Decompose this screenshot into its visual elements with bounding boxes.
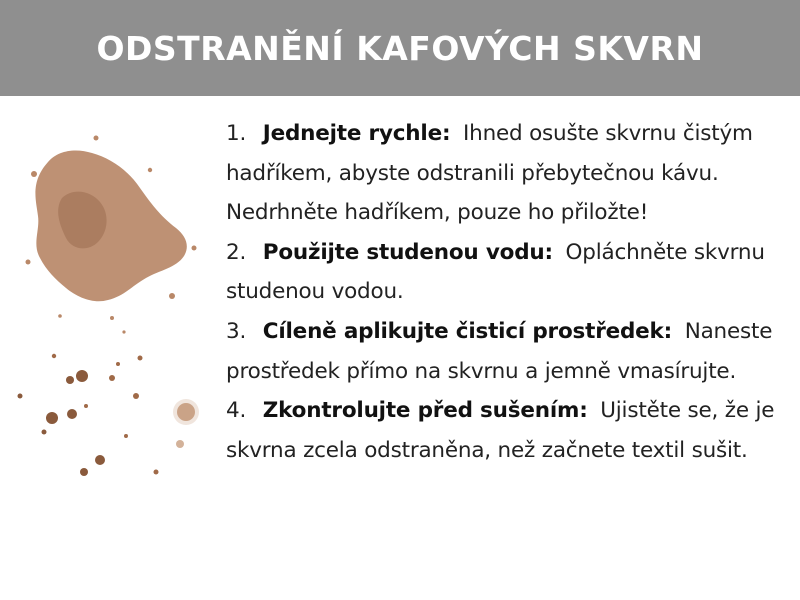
step-heading: Jednejte rychle: xyxy=(262,121,451,146)
coffee-stain-large xyxy=(26,136,197,334)
step-3 xyxy=(226,312,786,391)
coffee-droplets xyxy=(18,354,200,476)
step-text: Opláchněte skvrnu studenou vodou. xyxy=(226,239,765,305)
step-text: Naneste prostředek přímo na skvrnu a jemně vmasírujte. xyxy=(226,318,773,384)
step-text: Ujistěte se, že je skvrna zcela odstraněna, než začnete textil sušit. xyxy=(226,398,775,463)
step-number: 1. xyxy=(226,121,247,146)
step-1 xyxy=(226,114,786,233)
step-4 xyxy=(226,391,786,470)
step-number: 2. xyxy=(226,239,247,265)
step-heading: Zkontrolujte před sušením: xyxy=(262,398,588,424)
page-title: ODSTRANĚNÍ KAFOVÝCH SKVRN xyxy=(96,28,704,68)
instruction-list xyxy=(226,114,786,470)
title-banner xyxy=(0,0,800,96)
step-number: 3. xyxy=(226,318,247,344)
step-text: Ihned osušte skvrnu čistým hadříkem, abyste odstranili přebytečnou kávu. Nedrhněte hadříkem, pouze ho přiložte! xyxy=(226,121,753,226)
coffee-stain-illustration xyxy=(0,120,215,500)
step-heading: Cíleně aplikujte čisticí prostředek: xyxy=(262,318,673,344)
step-heading: Použijte studenou vodu: xyxy=(262,239,553,265)
step-2 xyxy=(226,233,786,312)
step-number: 4. xyxy=(226,398,247,424)
